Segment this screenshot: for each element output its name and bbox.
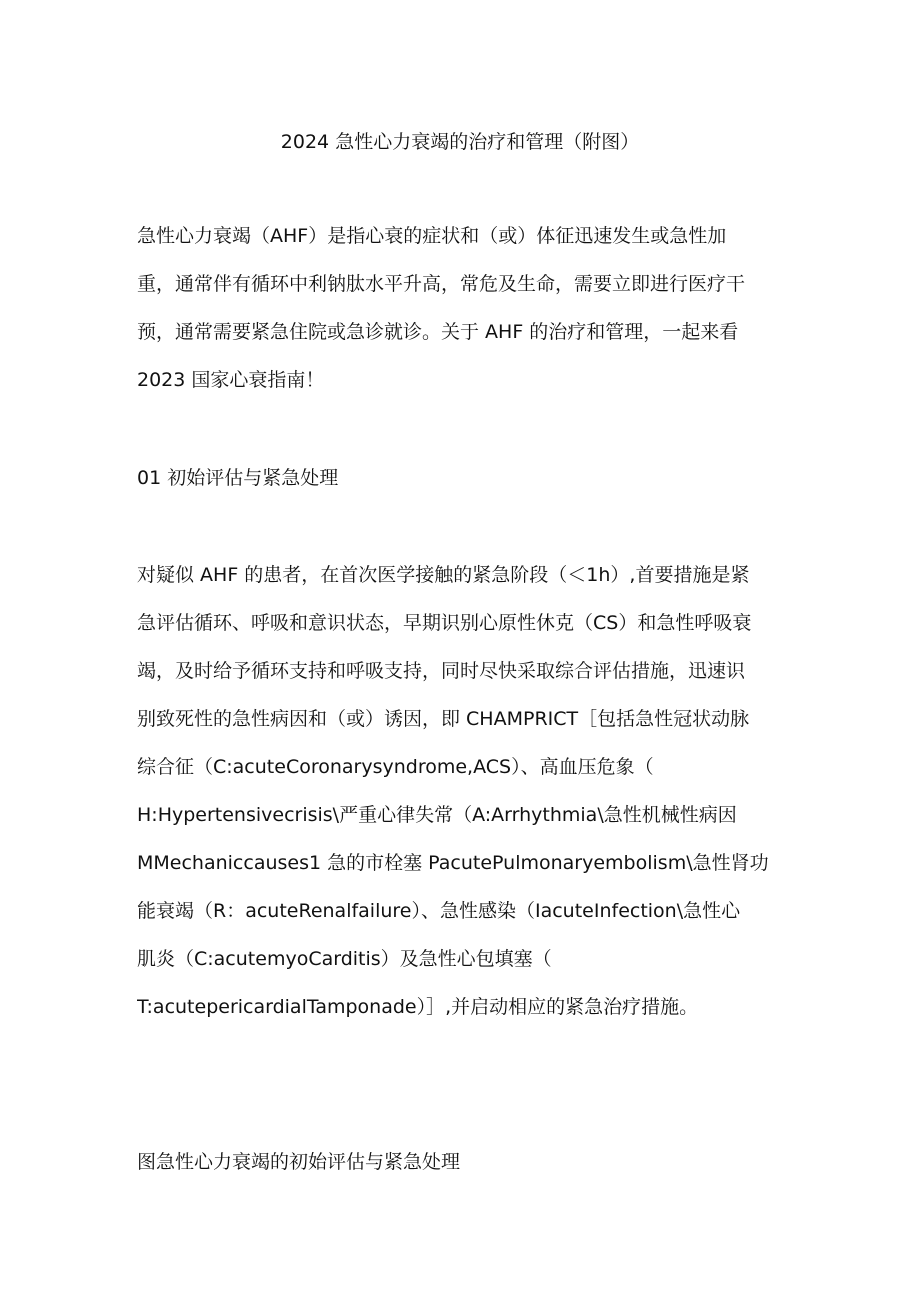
paragraph-line: 竭，及时给予循环支持和呼吸支持，同时尽快采取综合评估措施，迅速识 — [137, 660, 746, 682]
section-heading-text: 01 初始评估与紧急处理 — [137, 467, 339, 489]
figure-caption-text: 图急性心力衰竭的初始评估与紧急处理 — [137, 1151, 461, 1173]
paragraph-line: 急性心力衰竭（AHF）是指心衰的症状和（或）体征迅速发生或急性加 — [137, 225, 727, 247]
paragraph-line: 重，通常伴有循环中利钠肽水平升高，常危及生命，需要立即进行医疗干 — [137, 273, 746, 295]
paragraph-line: T:acutepericardialTamponade）］,并启动相应的紧急治疗措施。 — [137, 996, 699, 1018]
document-title: 2024 急性心力衰竭的治疗和管理（附图） — [280, 131, 640, 153]
paragraph-line: 别致死性的急性病因和（或）诱因，即 CHAMPRICT［包括急性冠状动脉 — [137, 708, 750, 730]
paragraph-line: 急评估循环、呼吸和意识状态，早期识别心原性休克（CS）和急性呼吸衰 — [137, 612, 752, 634]
paragraph-line: 2023 国家心衰指南！ — [137, 369, 325, 391]
section-heading — [137, 454, 797, 502]
body-paragraph — [137, 551, 797, 1031]
paragraph-line: 综合征（C:acuteCoronarysyndrome,ACS）、高血压危象（ — [137, 756, 654, 778]
paragraph-line: 预，通常需要紧急住院或急诊就诊。关于 AHF 的治疗和管理，一起来看 — [137, 321, 739, 343]
figure-caption — [137, 1138, 797, 1186]
paragraph-line: 对疑似 AHF 的患者，在首次医学接触的紧急阶段（＜1h）,首要措施是紧 — [137, 564, 750, 586]
paragraph-line: H:Hypertensivecrisis\严重心律失常（A:Arrhythmia\急性机械性病因 — [137, 804, 737, 826]
intro-paragraph — [137, 212, 797, 404]
paragraph-line: MMechaniccauses1 急的市栓塞 PacutePulmonaryembolism\急性肾功 — [137, 852, 769, 874]
paragraph-line: 肌炎（C:acutemyoCarditis）及急性心包填塞（ — [137, 948, 552, 970]
paragraph-line: 能衰竭（R：acuteRenalfailure）、急性感染（IacuteInfection\急性心 — [137, 900, 741, 922]
